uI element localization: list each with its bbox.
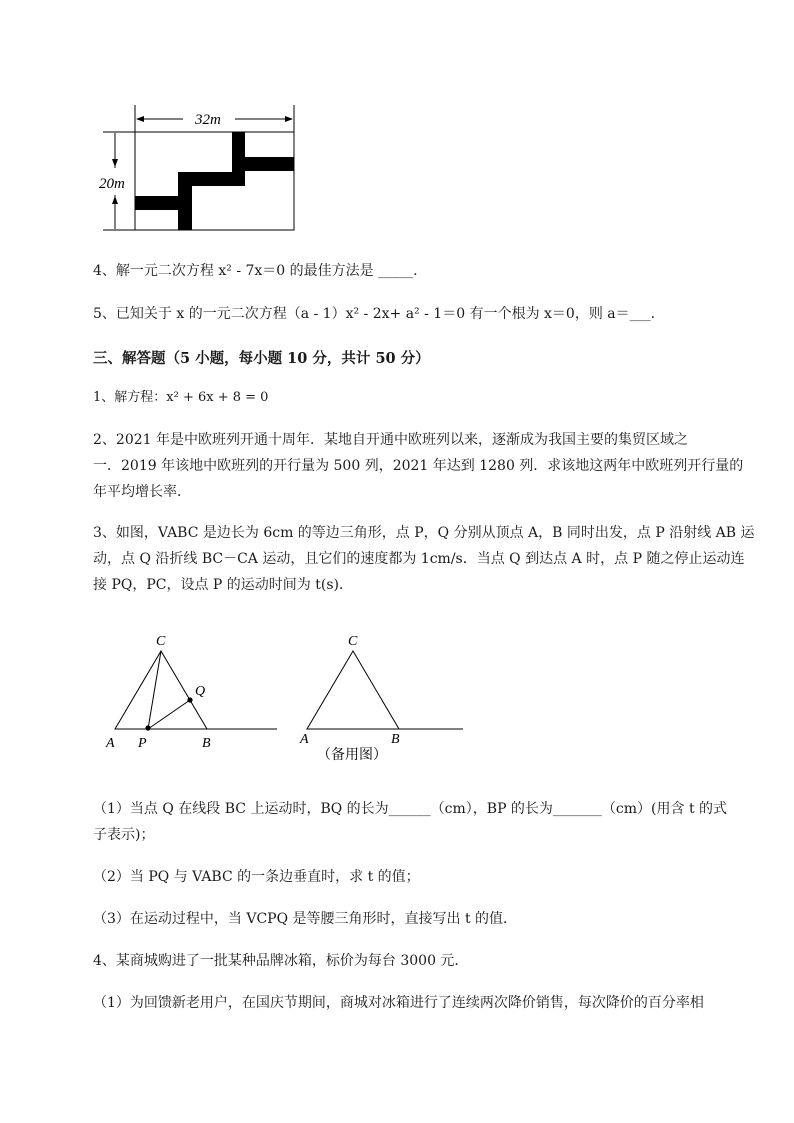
question-4: 4、解一元二次方程 x² - 7x＝0 的最佳方法是 _____. [93,263,418,279]
section-three-title: 三、解答题（5 小题，每小题 10 分，共计 50 分） [93,350,430,367]
label-c-spare: C [348,634,358,649]
label-a-spare: A [300,732,309,747]
problem-3-line-3: 接 PQ，PC，设点 P 的运动时间为 t(s)． [93,577,353,593]
spare-caption: （备用图） [317,748,387,763]
problem-4-line-1: 4、某商城购进了一批某种品牌冰箱，标价为每台 3000 元． [93,953,469,969]
problem-2-line-2: 一．2019 年该地中欧班列的开行量为 500 列，2021 年达到 1280 列．求该地这两年中欧班列开行量的 [93,458,744,474]
label-q: Q [195,684,206,699]
problem-4-line-2: （1）为回馈新老用户，在国庆节期间，商城对冰箱进行了连续两次降价销售，每次降价的百分率相 [93,995,704,1011]
problem-3-sub-2: （2）当 PQ 与 VABC 的一条边垂直时，求 t 的值； [93,869,420,885]
triangle-figure-spare [295,625,470,770]
width-label: 32m [195,112,221,128]
problem-3-sub-3: （3）在运动过程中，当 VCPQ 是等腰三角形时，直接写出 t 的值． [93,911,518,927]
triangle-figure-main [100,625,285,755]
problem-3-sub-1-cont: 子表示)； [93,827,155,843]
height-label: 20m [99,176,125,192]
label-a: A [106,736,115,751]
problem-2-line-1: 2、2021 年是中欧班列开通十周年．某地自开通中欧班列以来，逐渐成为我国主要的集贸区域之 [93,432,688,448]
rect-path-figure [95,100,310,240]
label-c: C [156,634,166,649]
problem-2-line-3: 年平均增长率． [93,484,191,500]
problem-3-sub-1: （1）当点 Q 在线段 BC 上运动时，BQ 的长为______（cm），BP 的长为_______（cm）(用含 t 的式 [93,801,728,817]
label-b-spare: B [391,732,400,747]
question-5: 5、已知关于 x 的一元二次方程（a - 1）x² - 2x+ a² - 1＝0 有一个根为 x＝0，则 a＝___. [93,306,656,322]
problem-3-line-2: 动，点 Q 沿折线 BC－CA 运动，且它们的速度都为 1cm/s．当点 Q 到达点 A 时，点 P 随之停止运动连 [93,551,745,567]
problem-1: 1、解方程：x² + 6x + 8 = 0 [93,390,269,405]
problem-3-line-1: 3、如图，VABC 是边长为 6cm 的等边三角形，点 P，Q 分别从顶点 A，B 同时出发，点 P 沿射线 AB 运 [93,525,755,541]
label-p: P [138,736,147,751]
label-b: B [202,736,211,751]
